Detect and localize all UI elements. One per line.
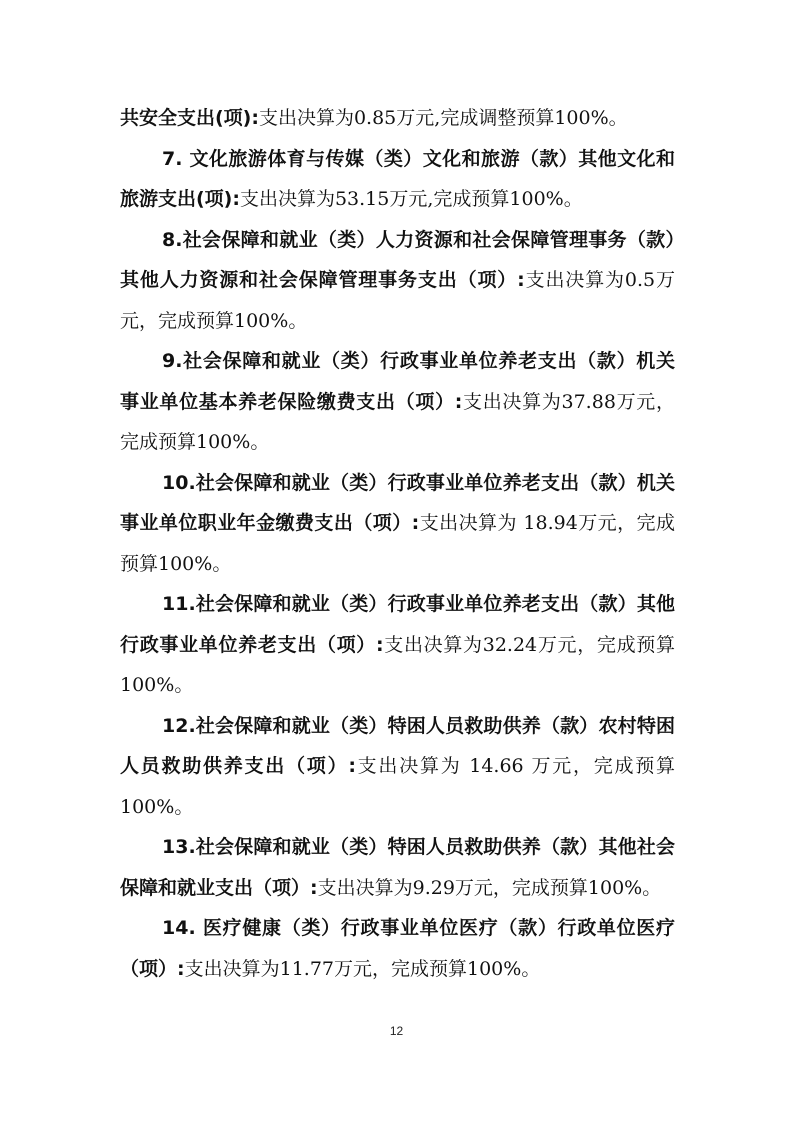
paragraph-heading: 7. 文化旅游体育与传媒（类）文化和旅游（款）其他文化和旅游支出(项):	[120, 147, 675, 210]
paragraph-body: 支出决算为9.29万元，完成预算100%。	[317, 876, 662, 899]
paragraph-heading: 14. 医疗健康（类）行政事业单位医疗（款）行政单位医疗（项）:	[120, 917, 675, 980]
paragraph-body: 支出决算为11.77万元，完成预算100%。	[184, 957, 541, 980]
paragraph-body: 支出决算为53.15万元,完成预算100%。	[239, 188, 583, 210]
paragraph-heading: 13.社会保障和就业（类）特困人员救助供养（款）其他社会保障和就业支出（项）:	[120, 836, 675, 899]
paragraph-body: 支出决算为0.85万元,完成调整预算100%。	[258, 107, 628, 129]
paragraph-rural-assistance	[120, 706, 675, 828]
paragraph-body: 支出决算为0.5万元，完成预算100%。	[120, 269, 675, 332]
paragraph-other-social-security	[120, 827, 675, 908]
paragraph-basic-pension	[120, 341, 675, 463]
paragraph-other-pension	[120, 584, 675, 706]
paragraph-heading: 11.社会保障和就业（类）行政事业单位养老支出（款）其他行政事业单位养老支出（项）:	[120, 593, 675, 656]
paragraph-heading: 10.社会保障和就业（类）行政事业单位养老支出（款）机关事业单位职业年金缴费支出（项）:	[120, 471, 675, 534]
paragraph-public-security	[120, 98, 675, 139]
paragraph-body: 支出决算为32.24万元，完成预算100%。	[120, 633, 675, 696]
paragraph-medical	[120, 908, 675, 989]
paragraph-body: 支出决算为37.88万元，完成预算100%。	[120, 390, 675, 453]
paragraph-culture-tourism	[120, 139, 675, 220]
paragraph-heading: 8.社会保障和就业（类）人力资源和社会保障管理事务（款）其他人力资源和社会保障管理事务支出（项）:	[120, 228, 675, 291]
paragraph-occupational-annuity	[120, 463, 675, 585]
paragraph-hr-management	[120, 220, 675, 342]
page-number: 12	[389, 1024, 404, 1038]
paragraph-heading: 12.社会保障和就业（类）特困人员救助供养（款）农村特困人员救助供养支出（项）:	[120, 714, 675, 777]
paragraph-heading: 9.社会保障和就业（类）行政事业单位养老支出（款）机关事业单位基本养老保险缴费支出（项）:	[120, 350, 675, 413]
paragraph-heading: 共安全支出(项):	[120, 107, 259, 129]
paragraph-body: 支出决算为 14.66 万元，完成预算100%。	[120, 755, 675, 818]
paragraph-body: 支出决算为 18.94万元，完成预算100%。	[120, 512, 675, 575]
document-page	[120, 98, 675, 989]
